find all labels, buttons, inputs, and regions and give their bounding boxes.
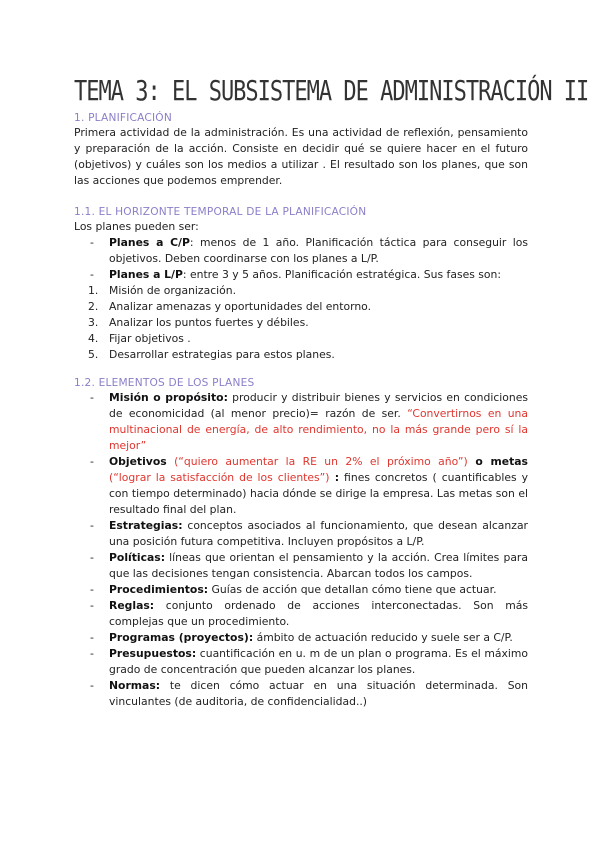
item-text: Guías de acción que detallan cómo tiene que actuar.	[208, 583, 497, 596]
list-item-estrategias	[109, 518, 528, 550]
list-item-objetivos	[109, 454, 528, 518]
term: Reglas:	[109, 599, 155, 612]
phase-number: 2.	[88, 300, 99, 313]
term: o metas	[467, 455, 528, 468]
phase-text: Fijar objetivos .	[109, 332, 191, 345]
bullet-dash: -	[90, 583, 94, 596]
page-title: TEMA 3: EL SUBSISTEMA DE ADMINISTRACIÓN II	[74, 76, 589, 108]
bullet-dash: -	[90, 647, 94, 660]
phase-text: Desarrollar estrategias para estos planes.	[109, 348, 335, 361]
bullet-dash: -	[90, 679, 94, 692]
section-heading-horizonte: 1.1. EL HORIZONTE TEMPORAL DE LA PLANIFICACIÓN	[74, 206, 367, 218]
bullet-dash: -	[90, 519, 94, 532]
item-text: te dicen cómo actuar en una situación determinada. Son vinculantes (de auditoria, de confidencialidad..)	[109, 679, 528, 708]
bullet-dash: -	[90, 631, 94, 644]
term: Presupuestos:	[109, 647, 197, 660]
term-colon: :	[329, 471, 340, 484]
term: Objetivos	[109, 455, 167, 468]
list-item-programas	[109, 630, 528, 646]
phase-text: Analizar amenazas y oportunidades del entorno.	[109, 300, 372, 313]
phase-number: 1.	[88, 284, 99, 297]
term: Políticas:	[109, 551, 166, 564]
section-heading-elementos: 1.2. ELEMENTOS DE LOS PLANES	[74, 377, 255, 389]
item-text: ámbito de actuación reducido y suele ser a C/P.	[253, 631, 513, 644]
list-item-procedimientos	[109, 582, 528, 598]
bullet-dash: -	[90, 268, 94, 281]
section-paragraph-planificacion: Primera actividad de la administración. Es una actividad de reflexión, pensamiento y preparación de la acción. Consiste en decidir qué se quiere hacer en el futuro (objetivos) y cuáles son los medios a utilizar . El resultado son los planes, que son las acciones que podemos emprender.	[74, 126, 528, 187]
item-text: líneas que orientan el pensamiento y la acción. Crea límites para que las decisiones tengan consistencia. Abarcan todos los campos.	[109, 551, 528, 580]
term: Estrategias:	[109, 519, 183, 532]
list-item-reglas	[109, 598, 528, 630]
list-item-presupuestos	[109, 646, 528, 678]
bullet-dash: -	[90, 391, 94, 404]
term: Planes a C/P	[109, 236, 190, 249]
bullet-dash: -	[90, 455, 94, 468]
item-text: : menos de 1 año. Planificación táctica para conseguir los objetivos. Deben coordinarse con los planes a L/P.	[109, 236, 528, 265]
phase-number: 3.	[88, 316, 99, 329]
list-item-planes-lp	[109, 267, 528, 283]
term: Normas:	[109, 679, 161, 692]
item-text: producir y distribuir bienes y servicios en condiciones de economicidad (al menor precio)= razón de ser.	[109, 391, 528, 420]
term: Misión o propósito:	[109, 391, 228, 404]
phase-number: 4.	[88, 332, 99, 345]
term: Procedimientos:	[109, 583, 209, 596]
bullet-dash: -	[90, 236, 94, 249]
list-item-politicas	[109, 550, 528, 582]
example-quote: (“lograr la satisfacción de los clientes”)	[109, 471, 330, 484]
phase-text: Analizar los puntos fuertes y débiles.	[109, 316, 309, 329]
term: Planes a L/P	[109, 268, 183, 281]
term: Programas (proyectos):	[109, 631, 254, 644]
item-text: conjunto ordenado de acciones interconectadas. Son más complejas que un procedimiento.	[109, 599, 528, 628]
bullet-dash: -	[90, 551, 94, 564]
list-item-planes-cp	[109, 235, 528, 267]
item-text: cuantificación en u. m de un plan o programa. Es el máximo grado de concentración que pueden alcanzar los planes.	[109, 647, 528, 676]
section-intro: Los planes pueden ser:	[74, 220, 199, 233]
item-text: fines concretos ( cuantificables y con tiempo determinado) hacia dónde se dirige la empresa. Las metas son el resultado final del plan.	[109, 471, 528, 516]
phase-number: 5.	[88, 348, 99, 361]
item-text: : entre 3 y 5 años. Planificación estratégica. Sus fases son:	[182, 268, 501, 281]
section-heading-planificacion: 1. PLANIFICACIÓN	[74, 112, 172, 124]
item-text: conceptos asociados al funcionamiento, que desean alcanzar una posición futura competitiva. Incluyen propósitos a L/P.	[109, 519, 528, 548]
list-item-mision	[109, 390, 528, 454]
bullet-dash: -	[90, 599, 94, 612]
list-item-normas	[109, 678, 528, 710]
phase-text: Misión de organización.	[109, 284, 237, 297]
example-quote: (“quiero aumentar la RE un 2% el próximo año”)	[166, 455, 468, 468]
example-quote: “Convertirnos en una multinacional de energía, de alto rendimiento, no la más grande pero sí la mejor”	[109, 407, 528, 452]
